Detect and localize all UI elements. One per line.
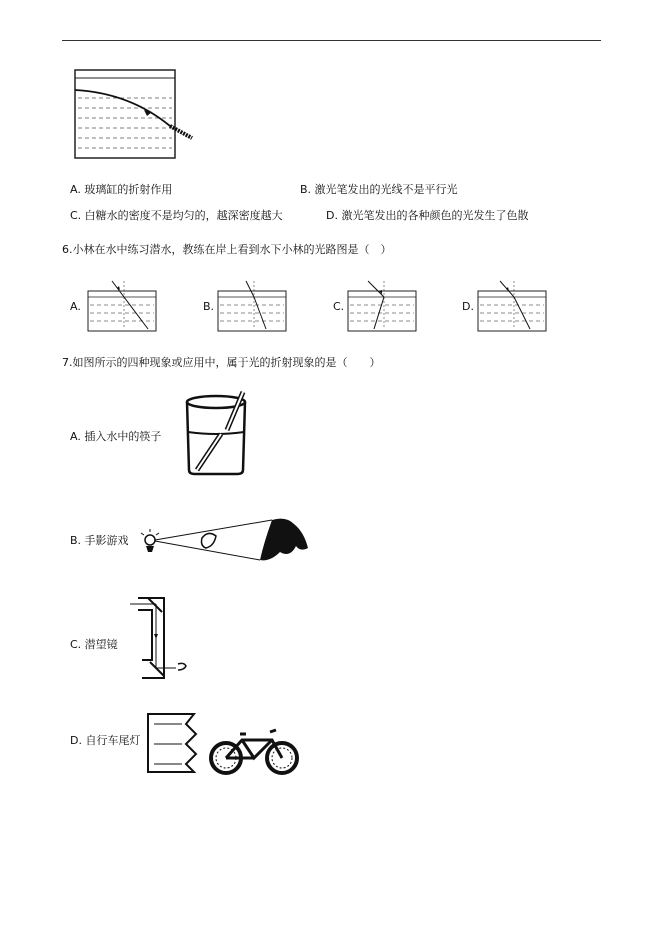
q5-option-a: A. 玻璃缸的折射作用 [70, 183, 173, 196]
chopstick-in-water-figure [183, 390, 253, 478]
q6-option-b-label: B. [203, 300, 215, 313]
header-rule [62, 40, 601, 41]
q6-diagram-b [216, 277, 290, 333]
q6-option-c-label: C. [333, 300, 345, 313]
q7-option-c: C. 潜望镜 [70, 638, 118, 651]
q7-option-d: D. 自行车尾灯 [70, 734, 141, 747]
q5-option-d: D. 激光笔发出的各种颜色的光发生了色散 [326, 209, 529, 222]
q6-option-d-label: D. [462, 300, 474, 313]
hand-shadow-figure [136, 512, 312, 564]
q5-option-b: B. 激光笔发出的光线不是平行光 [300, 183, 458, 196]
q5-option-c: C. 白糖水的密度不是均匀的，越深密度越大 [70, 209, 283, 222]
q6-diagram-d [476, 277, 550, 333]
q6-diagram-c [346, 277, 420, 333]
q6-option-a-label: A. [70, 300, 81, 313]
q6-diagram-a [86, 277, 160, 333]
q7-option-a: A. 插入水中的筷子 [70, 430, 162, 443]
bike-taillight-figure [146, 710, 306, 780]
periscope-figure [124, 594, 194, 684]
tank-laser-figure [70, 68, 200, 163]
q7-option-b: B. 手影游戏 [70, 534, 129, 547]
q7-stem: 7.如图所示的四种现象或应用中，属于光的折射现象的是（ ） [62, 356, 381, 369]
q6-stem: 6.小林在水中练习潜水，教练在岸上看到水下小林的光路图是（ ） [62, 243, 392, 256]
